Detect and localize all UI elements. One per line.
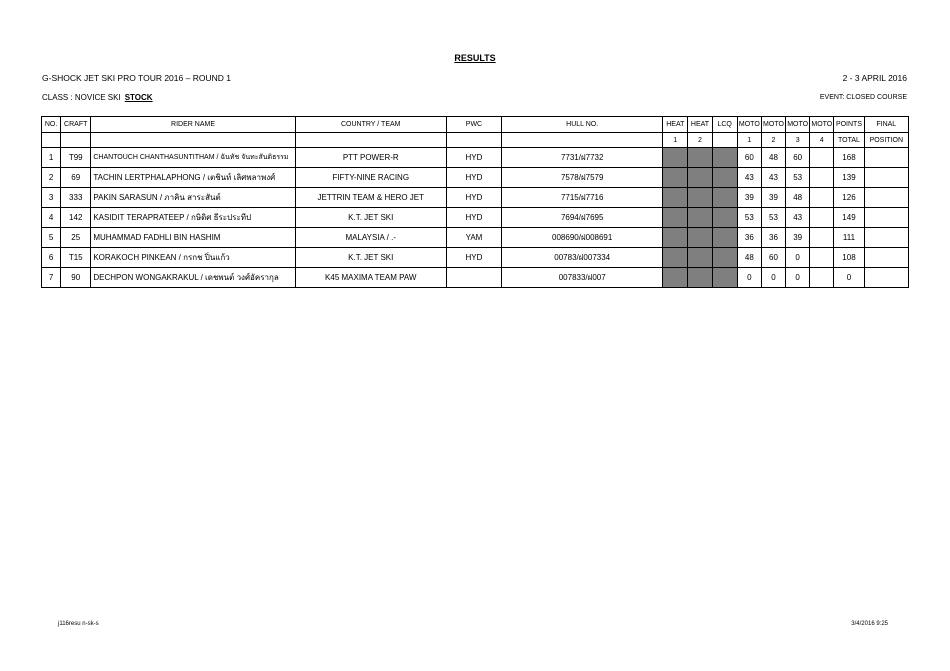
header-points: POINTS <box>834 117 864 133</box>
cell-pwc: YAM <box>446 228 501 248</box>
cell-no: 7 <box>42 268 61 288</box>
cell-moto1: 48 <box>737 248 761 268</box>
cell-lcq <box>712 248 737 268</box>
cell-heat2 <box>688 248 712 268</box>
header-heat1: HEAT <box>663 117 688 133</box>
cell-rider: DECHPON WONGAKRAKUL / เดชพนต์ วงศ์อัครากุล <box>91 268 295 288</box>
cell-pwc: HYD <box>446 248 501 268</box>
header-hull-sub <box>502 133 663 148</box>
header-rider: RIDER NAME <box>91 117 295 133</box>
cell-final <box>864 248 908 268</box>
cell-moto3: 0 <box>786 268 810 288</box>
cell-moto4 <box>810 268 834 288</box>
header-hull: HULL NO. <box>502 117 663 133</box>
class-label <box>42 93 153 102</box>
results-table <box>41 116 909 288</box>
cell-moto4 <box>810 188 834 208</box>
header-craft: CRAFT <box>61 117 91 133</box>
cell-hull: 7715/ฝ7716 <box>502 188 663 208</box>
cell-no: 5 <box>42 228 61 248</box>
cell-rider: PAKIN SARASUN / ภาคิน สาระสันต์ <box>91 188 295 208</box>
cell-moto3: 0 <box>786 248 810 268</box>
header-rider-sub <box>91 133 295 148</box>
table-row <box>42 148 909 168</box>
cell-craft: 25 <box>61 228 91 248</box>
cell-heat1 <box>663 268 688 288</box>
cell-heat2 <box>688 268 712 288</box>
cell-heat2 <box>688 208 712 228</box>
cell-lcq <box>712 228 737 248</box>
table-row <box>42 168 909 188</box>
cell-moto1: 39 <box>737 188 761 208</box>
cell-lcq <box>712 268 737 288</box>
table-row <box>42 268 909 288</box>
cell-pwc: HYD <box>446 168 501 188</box>
header-craft-sub <box>61 133 91 148</box>
cell-rider: CHANTOUCH CHANTHASUNTITHAM / ฉันทัช จันทะสันติธรรม <box>91 148 295 168</box>
cell-craft: T15 <box>61 248 91 268</box>
header-heat2: HEAT <box>688 117 712 133</box>
cell-final <box>864 188 908 208</box>
cell-moto2: 43 <box>761 168 785 188</box>
cell-no: 3 <box>42 188 61 208</box>
cell-moto4 <box>810 228 834 248</box>
cell-final <box>864 268 908 288</box>
cell-country: PTT POWER-R <box>295 148 446 168</box>
event-date: 2 - 3 APRIL 2016 <box>842 73 907 83</box>
cell-craft: 333 <box>61 188 91 208</box>
header-moto2: MOTO <box>761 117 785 133</box>
cell-moto2: 39 <box>761 188 785 208</box>
cell-craft: 69 <box>61 168 91 188</box>
header-moto4: MOTO <box>810 117 834 133</box>
cell-moto1: 53 <box>737 208 761 228</box>
table-row <box>42 228 909 248</box>
cell-hull: 00783/ฝ007334 <box>502 248 663 268</box>
header-moto1-sub: 1 <box>737 133 761 148</box>
cell-heat2 <box>688 148 712 168</box>
header-pwc: PWC <box>446 117 501 133</box>
cell-country: MALAYSIA / .- <box>295 228 446 248</box>
header-lcq-sub <box>712 133 737 148</box>
cell-hull: 7731/ฝ7732 <box>502 148 663 168</box>
cell-moto2: 60 <box>761 248 785 268</box>
header-pwc-sub <box>446 133 501 148</box>
footer-file: j116resu n-sk-s <box>58 621 99 627</box>
cell-rider: KORAKOCH PINKEAN / กรกช ปิ่นแก้ว <box>91 248 295 268</box>
cell-rider: KASIDIT TERAPRATEEP / กษิดิศ ธีระประทีป <box>91 208 295 228</box>
header-lcq: LCQ <box>712 117 737 133</box>
header-heat1-sub: 1 <box>663 133 688 148</box>
cell-hull: 7694/ฝ7695 <box>502 208 663 228</box>
cell-points: 0 <box>834 268 864 288</box>
cell-craft: 142 <box>61 208 91 228</box>
cell-points: 139 <box>834 168 864 188</box>
header-moto4-sub: 4 <box>810 133 834 148</box>
event-type: EVENT: CLOSED COURSE <box>819 94 907 101</box>
cell-pwc: HYD <box>446 208 501 228</box>
cell-pwc: HYD <box>446 148 501 168</box>
cell-points: 108 <box>834 248 864 268</box>
cell-country: JETTRIN TEAM & HERO JET <box>295 188 446 208</box>
cell-moto3: 48 <box>786 188 810 208</box>
header-no: NO. <box>42 117 61 133</box>
table-row <box>42 208 909 228</box>
cell-craft: T99 <box>61 148 91 168</box>
cell-lcq <box>712 168 737 188</box>
cell-hull: 007833/ฝ007 <box>502 268 663 288</box>
cell-points: 168 <box>834 148 864 168</box>
header-heat2-sub: 2 <box>688 133 712 148</box>
cell-heat1 <box>663 228 688 248</box>
cell-moto4 <box>810 208 834 228</box>
cell-final <box>864 168 908 188</box>
cell-lcq <box>712 188 737 208</box>
cell-hull: 7578/ฝ7579 <box>502 168 663 188</box>
cell-heat1 <box>663 248 688 268</box>
header-moto3-sub: 3 <box>786 133 810 148</box>
cell-no: 1 <box>42 148 61 168</box>
cell-points: 149 <box>834 208 864 228</box>
header-moto1: MOTO <box>737 117 761 133</box>
cell-pwc: HYD <box>446 188 501 208</box>
table-row <box>42 188 909 208</box>
cell-rider: TACHIN LERTPHALAPHONG / เตชินท์ เลิศพลาพงศ์ <box>91 168 295 188</box>
cell-moto2: 36 <box>761 228 785 248</box>
cell-points: 111 <box>834 228 864 248</box>
cell-moto4 <box>810 168 834 188</box>
cell-pwc <box>446 268 501 288</box>
header-country: COUNTRY / TEAM <box>295 117 446 133</box>
cell-hull: 008690/ฝ008691 <box>502 228 663 248</box>
header-moto2-sub: 2 <box>761 133 785 148</box>
page-title: RESULTS <box>454 53 496 63</box>
cell-no: 4 <box>42 208 61 228</box>
cell-final <box>864 228 908 248</box>
cell-heat2 <box>688 228 712 248</box>
cell-lcq <box>712 148 737 168</box>
header-final: FINAL <box>864 117 908 133</box>
footer-printed: 3/4/2016 9:25 <box>851 621 888 627</box>
cell-moto1: 0 <box>737 268 761 288</box>
table-row <box>42 248 909 268</box>
cell-moto2: 53 <box>761 208 785 228</box>
cell-lcq <box>712 208 737 228</box>
header-final-sub: POSITION <box>864 133 908 148</box>
cell-moto3: 43 <box>786 208 810 228</box>
header-country-sub <box>295 133 446 148</box>
cell-no: 2 <box>42 168 61 188</box>
cell-country: K.T. JET SKI <box>295 208 446 228</box>
cell-heat1 <box>663 188 688 208</box>
event-name: G-SHOCK JET SKI PRO TOUR 2016 – ROUND 1 <box>42 73 231 83</box>
header-moto3: MOTO <box>786 117 810 133</box>
cell-country: K.T. JET SKI <box>295 248 446 268</box>
cell-moto4 <box>810 148 834 168</box>
cell-no: 6 <box>42 248 61 268</box>
cell-final <box>864 208 908 228</box>
cell-heat1 <box>663 168 688 188</box>
cell-heat1 <box>663 148 688 168</box>
header-points-sub: TOTAL <box>834 133 864 148</box>
cell-heat1 <box>663 208 688 228</box>
cell-rider: MUHAMMAD FADHLI BIN HASHIM <box>91 228 295 248</box>
cell-final <box>864 148 908 168</box>
cell-moto1: 36 <box>737 228 761 248</box>
cell-heat2 <box>688 168 712 188</box>
cell-moto3: 60 <box>786 148 810 168</box>
cell-moto2: 48 <box>761 148 785 168</box>
cell-moto3: 53 <box>786 168 810 188</box>
class-stock: STOCK <box>124 93 153 102</box>
cell-moto1: 43 <box>737 168 761 188</box>
cell-moto3: 39 <box>786 228 810 248</box>
cell-points: 126 <box>834 188 864 208</box>
cell-heat2 <box>688 188 712 208</box>
cell-moto4 <box>810 248 834 268</box>
cell-moto1: 60 <box>737 148 761 168</box>
cell-moto2: 0 <box>761 268 785 288</box>
cell-country: K45 MAXIMA TEAM PAW <box>295 268 446 288</box>
class-prefix: CLASS : NOVICE SKI <box>42 93 121 102</box>
cell-craft: 90 <box>61 268 91 288</box>
cell-country: FIFTY-NINE RACING <box>295 168 446 188</box>
header-no-sub <box>42 133 61 148</box>
